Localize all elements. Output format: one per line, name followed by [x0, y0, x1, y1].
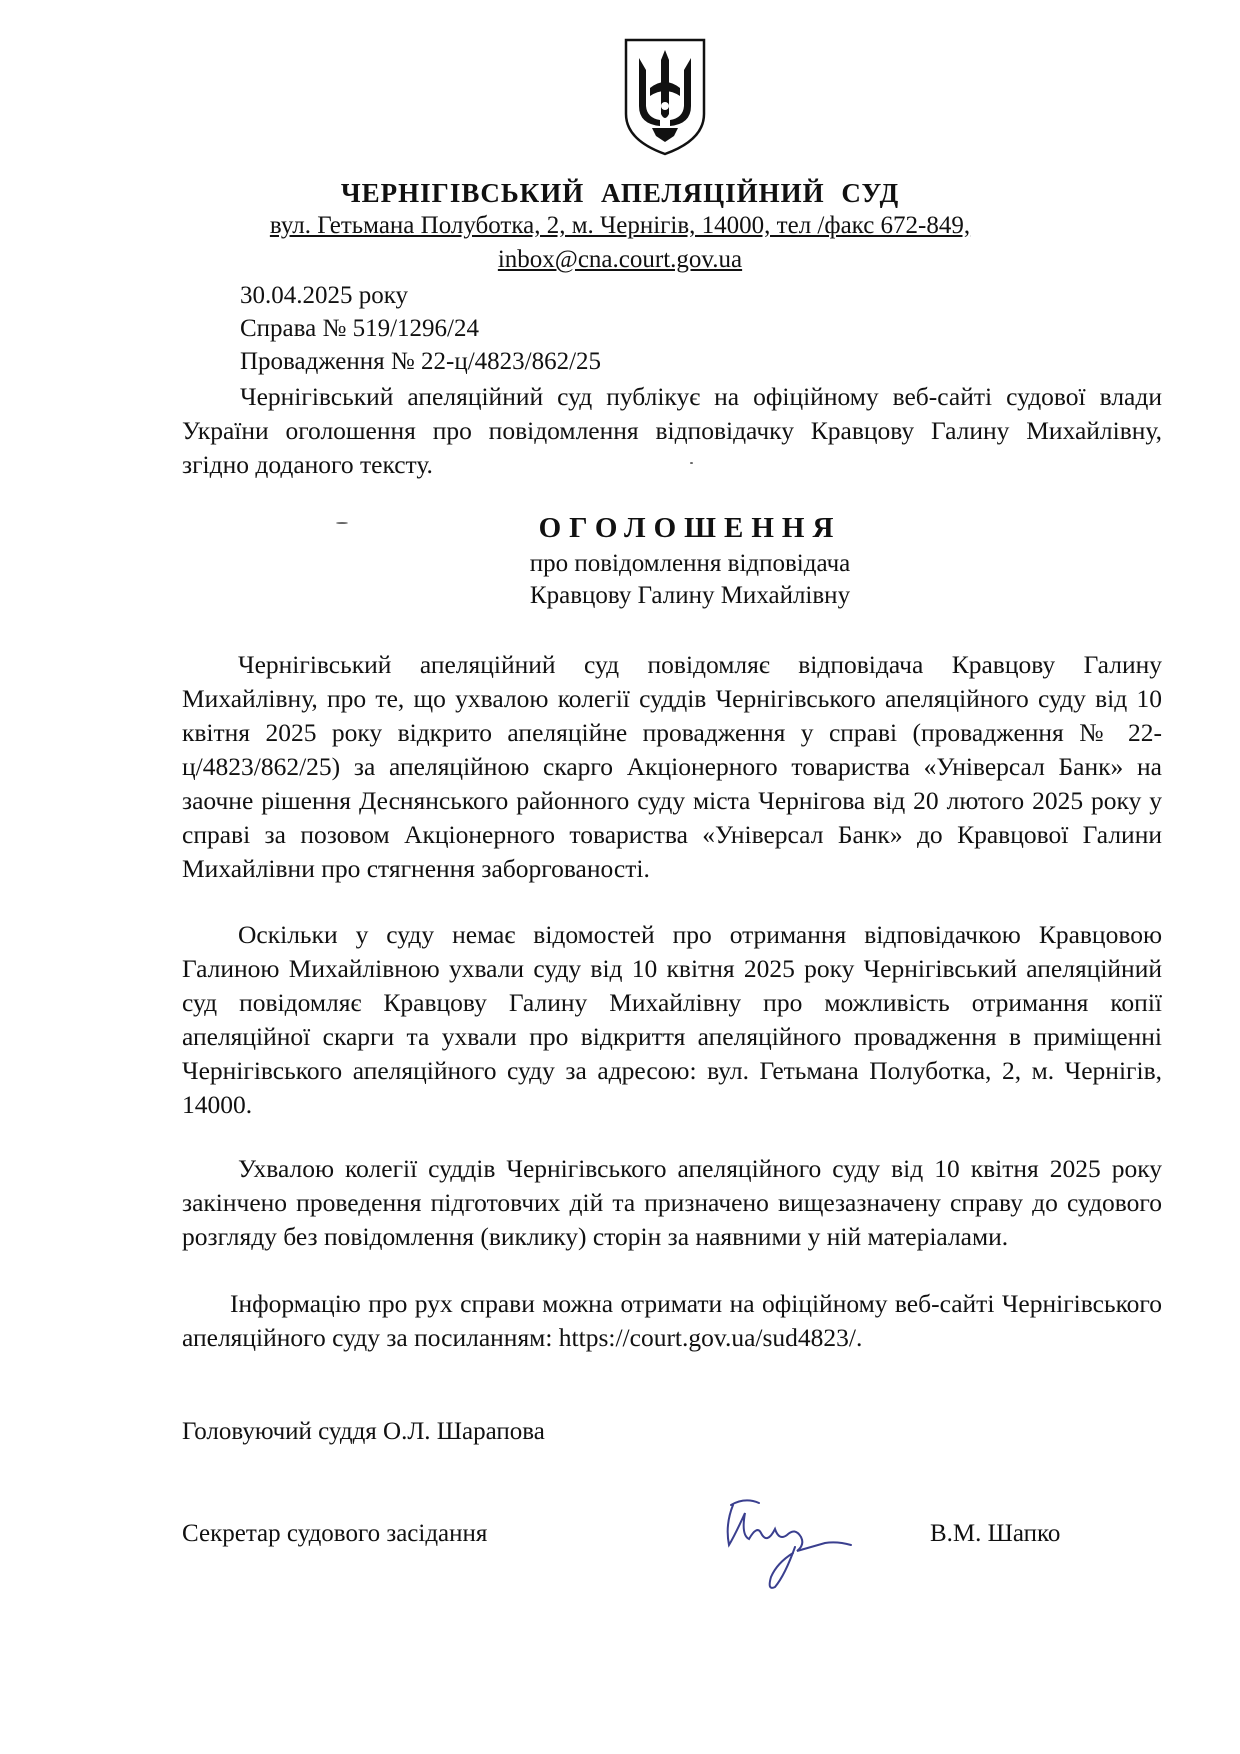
court-name: ЧЕРНІГІВСЬКИЙ АПЕЛЯЦІЙНИЙ СУД: [340, 178, 900, 208]
secretary-label: Секретар судового засідання: [182, 1520, 488, 1547]
secretary-name: В.М. Шапко: [930, 1520, 1061, 1547]
case-number: Справа № 519/1296/24: [240, 315, 479, 342]
announcement-addressee: Кравцову Галину Михайлівну: [529, 582, 851, 609]
scan-speck: [690, 462, 693, 464]
proceeding-number: Провадження № 22-ц/4823/862/25: [240, 348, 602, 375]
announcement-title: ОГОЛОШЕННЯ: [538, 512, 842, 544]
document-date: 30.04.2025 року: [240, 282, 409, 309]
court-email: inbox@cna.court.gov.ua: [497, 246, 743, 273]
presiding-judge: Головуючий суддя О.Л. Шарапова: [182, 1418, 545, 1445]
handwritten-signature-icon: [705, 1485, 855, 1595]
announcement-subtitle: про повідомлення відповідача: [529, 550, 851, 577]
body-paragraph-4: Інформацію про рух справи можна отримати на офіційному веб-сайті Чернігівського апеляційного суду за посиланням: https://court.gov.ua/sud4823/.: [182, 1289, 1162, 1352]
intro-paragraph: Чернігівський апеляційний суд публікує на офіційному веб-сайті судової влади України оголошення про повідомлення відповідачку Кравцову Галину Михайлівну, згідно доданого тексту.: [182, 382, 1162, 479]
body-paragraph-1: Чернігівський апеляційний суд повідомляє відповідача Кравцову Галину Михайлівну, про те, що ухвалою колегії суддів Чернігівського апеляційного суду від 10 квітня 2025 року відкрито апеляційне провадження у справі (провадження № 22-ц/4823/862/25) за апеляційною скарго Акціонерного товариства «Універсал Банк» на заочне рішення Деснянського районного суду міста Чернігова від 20 лютого 2025 року у справі за позовом Акціонерного товариства «Універсал Банк» до Кравцової Галини Михайлівни про стягнення заборгованості.: [182, 650, 1162, 883]
body-paragraph-3: Ухвалою колегії суддів Чернігівського апеляційного суду від 10 квітня 2025 року закінчено проведення підготовчих дій та призначено вищезазначену справу до судового розгляду без повідомлення (виклику) сторін за наявними у ній матеріалами.: [182, 1154, 1162, 1251]
court-address: вул. Гетьмана Полуботка, 2, м. Чернігів, 14000, тел /факс 672-849,: [269, 212, 971, 239]
scan-speck: [336, 522, 348, 524]
trident-coat-of-arms-icon: [622, 36, 708, 158]
body-paragraph-2: Оскільки у суду немає відомостей про отримання відповідачкою Кравцовою Галиною Михайлівною ухвали суду від 10 квітня 2025 року Чернігівський апеляційний суд повідомляє Кравцову Галину Михайлівну про можливість отримання копії апеляційної скарги та ухвали про відкриття апеляційного провадження в приміщенні Чернігівського апеляційного суду за адресою: вул. Гетьмана Полуботка, 2, м. Чернігів, 14000.: [182, 920, 1162, 1119]
